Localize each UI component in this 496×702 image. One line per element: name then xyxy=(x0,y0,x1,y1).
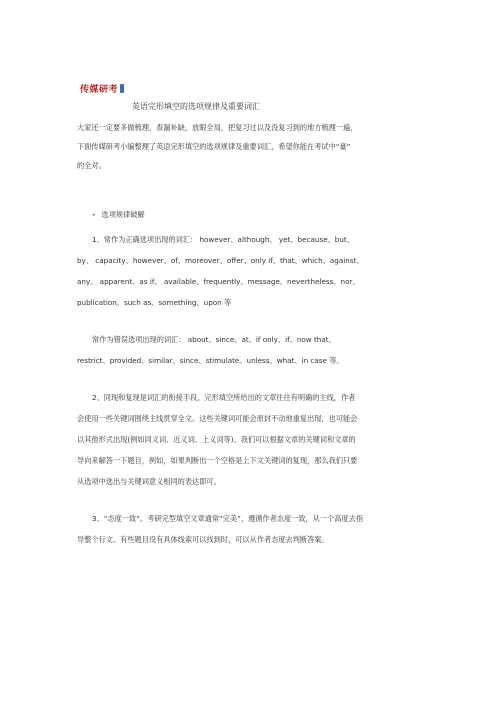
p2-line: 常作为错误选项出现的词汇： about、since、at、if only、if、now that、 xyxy=(92,335,336,344)
p2-line: restrict、provided、similar、since、stimulate、unless、what、in case 等。 xyxy=(77,356,344,365)
intro-line: 的全对。 xyxy=(77,161,106,170)
logo-mark-icon xyxy=(120,84,124,93)
p1-line: 1、常作为正确选项出现的词汇： however、although、 yet、because、but、 xyxy=(92,235,354,244)
p3-line: 以其他形式出现(例如同义词、近义词、上义词等)。我们可以根据文章的关键词和文章的 xyxy=(77,435,356,444)
logo-text: 传媒研考 xyxy=(80,85,119,95)
p4-line: 导整个行文。有些题目没有具体线索可以找到时，可以从作者态度去判断答案。 xyxy=(77,535,329,544)
p1-line: publication、such as、something、upon 等 xyxy=(77,298,232,307)
p3-line: 从选项中选出与关键词意义相同的表达即可。 xyxy=(77,477,221,486)
p1-line: any、 apparent、as if、 available、frequently、message、nevertheless、nor、 xyxy=(77,277,360,286)
section-heading xyxy=(92,210,145,220)
p1-line: by、 capacity、however、of、moreover、offer、only if、that、which、against、 xyxy=(77,256,364,265)
intro-line: 大家还一定要多做梳理，查漏补缺，放眼全局，把复习过以及没复习到的地方梳理一遍， xyxy=(77,123,358,132)
bullet-icon: • xyxy=(92,211,96,219)
brand-logo xyxy=(80,82,124,95)
p3-line: 会使用一些关键词围绕主线贯穿全文。这些关键词可能会原封不动地重复出现，也可能会 xyxy=(77,414,358,423)
intro-line: 下面传媒研考小编整理了英语完形填空的选项规律及重要词汇，希望你能在考试中“豪” xyxy=(77,142,351,151)
p4-line: 3、“态度一致”。考研完型填空文章通常“完美”，遵循作者态度一致，从一个高度去指 xyxy=(92,514,364,523)
p3-line: 2、同现和复现是词汇的衔接手段。完形填空所给出的文章往往有明确的主线，作者 xyxy=(92,393,356,402)
section-heading-label: 选项规律破解 xyxy=(101,210,145,219)
p3-line: 导向来解答一下题目，例如，如果判断出一个空格是上下文关键词的复现，那么我们只要 xyxy=(77,456,358,465)
doc-title: 英语完形填空的选项规律及重要词汇 xyxy=(132,102,260,111)
